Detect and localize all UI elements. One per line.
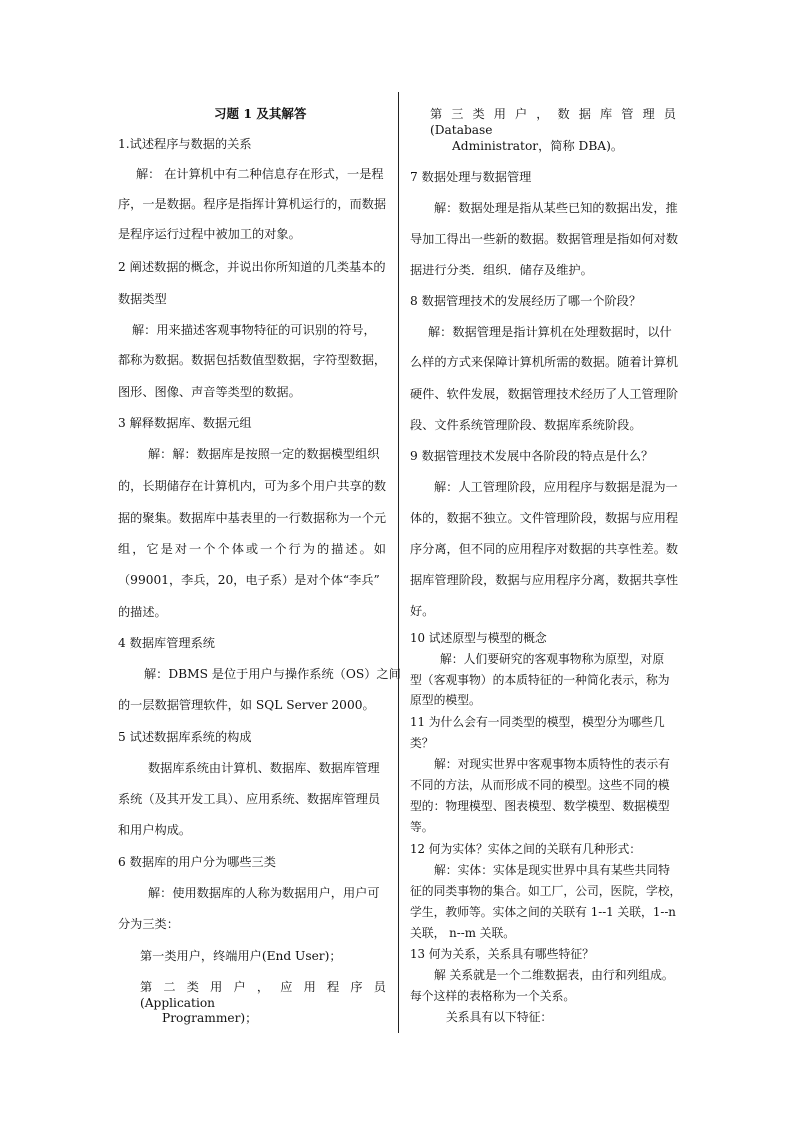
answer-line: 好。 [410,604,435,618]
page-title: 习题 1 及其解答 [214,106,307,121]
answer-line: （99001，李兵，20，电子系）是对个体“李兵” [118,573,380,587]
answer-line: 第一类用户，终端用户(End User)； [140,949,342,963]
answer-line: 解：人工管理阶段，应用程序与数据是混为一 [434,480,678,494]
answer-line: 解：解：数据库是按照一定的数据模型组织 [148,447,380,461]
question-heading: 6 数据库的用户分为哪些三类 [118,855,276,869]
answer-line: 序分离，但不同的应用程序对数据的共享性差。数 [410,542,679,556]
answer-line: 图形、图像、声音等类型的数据。 [118,385,301,399]
question-heading: 5 试述数据库系统的构成 [118,730,252,744]
answer-line: 组，它是对一个个体或一个行为的描述。如 [118,542,386,556]
answer-line: Programmer)； [162,1011,258,1025]
question-heading: 1.试述程序与数据的关系 [118,137,252,151]
answer-line: 解：数据管理是指计算机在处理数据时，以什 [428,325,672,339]
answer-line: 关联， n--m 关联。 [410,926,516,940]
answer-line: 原型的模型。 [410,693,481,707]
answer-line: 都称为数据。数据包括数值型数据，字符型数据， [118,353,387,367]
answer-line: 分为三类： [118,917,179,931]
answer-line: 和用户构成。 [118,823,192,837]
answer-line: 的一层数据管理软件，如 SQL Server 2000。 [118,698,375,712]
answer-line: 解：对现实世界中客观事物本质特性的表示有 [434,757,670,771]
answer-line: 解 关系就是一个二维数据表，由行和列组成。 [434,968,674,982]
question-heading: 13 何为关系，关系具有哪些特征？ [410,947,594,961]
answer-line: 导加工得出一些新的数据。数据管理是指如何对数 [410,232,679,246]
answer-line: 征的同类事物的集合。如工厂，公司，医院，学校， [410,884,682,898]
answer-line: 硬件、软件发展，数据管理技术经历了人工管理阶 [410,387,679,401]
answer-line: 学生，教师等。实体之间的关联有 1--1 关联，1--n [410,905,676,919]
answer-line: Administrator，简称 DBA)。 [452,139,624,153]
answer-line: 么样的方式来保障计算机所需的数据。随着计算机 [410,355,679,369]
answer-line: 解：DBMS 是位于用户与操作系统（OS）之间 [144,667,401,681]
answer-line: 关系具有以下特征： [446,1010,553,1024]
answer-line: 体的，数据不独立。文件管理阶段，数据与应用程 [410,511,679,525]
answer-line: 序，一是数据。程序是指挥计算机运行的，而数据 [118,197,387,211]
answer-line: 每个这样的表格称为一个关系。 [410,989,576,1003]
answer-line: 的，长期储存在计算机内，可为多个用户共享的数 [118,479,387,493]
answer-line: 解：人们要研究的客观事物称为原型，对原 [440,652,665,666]
answer-line: 不同的方法，从而形成不同的模型。这些不同的模 [410,778,670,792]
answer-line: 段、文件系统管理阶段、数据库系统阶段。 [410,418,642,432]
answer-line: 型的：物理模型、图表模型、数学模型、数据模型 [410,799,670,813]
answer-line: 是程序运行过程中被加工的对象。 [118,227,301,241]
question-heading: 2 阐述数据的概念，并说出你所知道的几类基本的 [118,260,386,274]
answer-line: 第 三 类 用 户 ， 数 据 库 管 理 员 (Database [430,107,676,137]
column-divider [398,92,399,1033]
question-heading: 8 数据管理技术的发展经历了哪一个阶段？ [410,294,642,308]
answer-line: 第 二 类 用 户 ， 应 用 程 序 员 (Application [140,980,386,1010]
answer-line: 系统（及其开发工具）、应用系统、数据库管理员 [118,792,381,806]
question-heading: 数据类型 [118,292,167,306]
answer-line: 据的聚集。数据库中基表里的一行数据称为一个元 [118,511,387,525]
answer-line: 解：实体：实体是现实世界中具有某些共同特 [434,863,670,877]
question-heading: 10 试述原型与模型的概念 [410,631,547,645]
answer-line: 解：使用数据库的人称为数据用户，用户可 [148,886,380,900]
question-heading: 9 数据管理技术发展中各阶段的特点是什么？ [410,449,654,463]
question-heading: 12 何为实体？实体之间的关联有几种形式： [410,842,642,856]
answer-line: 据进行分类．组织．储存及维护。 [410,263,593,277]
answer-line: 据库管理阶段，数据与应用程序分离，数据共享性 [410,573,679,587]
question-heading: 类？ [410,736,434,750]
question-heading: 4 数据库管理系统 [118,636,215,650]
answer-line: 型（客观事物）的本质特征的一种简化表示，称为 [410,673,670,687]
question-heading: 3 解释数据库、数据元组 [118,416,252,430]
answer-line: 等。 [410,820,434,834]
answer-line: 解：用来描述客观事物特征的可识别的符号， [132,323,376,337]
question-heading: 7 数据处理与数据管理 [410,170,532,184]
answer-line: 数据库系统由计算机、数据库、数据库管理 [148,761,380,775]
answer-line: 解：数据处理是指从某些已知的数据出发，推 [434,201,678,215]
question-heading: 11 为什么会有一同类型的模型，模型分为哪些几 [410,715,665,729]
answer-line: 的描述。 [118,605,167,619]
answer-line: 解： 在计算机中有二种信息存在形式，一是程 [136,167,384,181]
